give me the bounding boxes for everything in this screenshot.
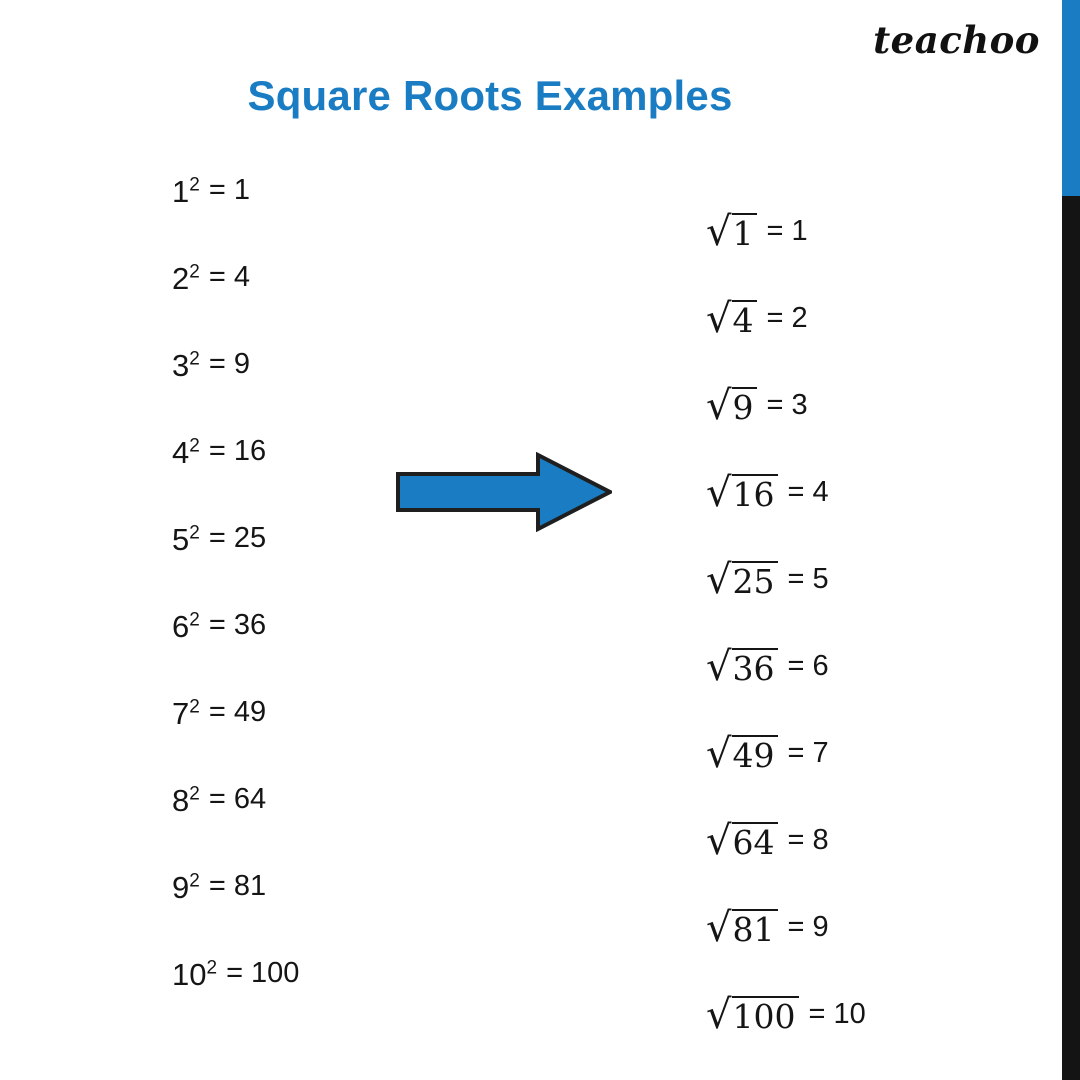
root-result: = 10 xyxy=(808,998,866,1030)
square-exponent: 2 xyxy=(189,435,200,457)
decorative-bar-blue xyxy=(1062,0,1080,196)
square-expression xyxy=(172,872,200,903)
radical-sign-icon: √ xyxy=(706,644,732,691)
radicand: 16 xyxy=(732,474,778,513)
list-item xyxy=(706,536,1036,623)
list-item xyxy=(706,797,1036,884)
square-expression xyxy=(172,524,200,555)
radicand: 1 xyxy=(732,213,757,252)
radicand: 49 xyxy=(732,735,778,774)
list-item xyxy=(706,449,1036,536)
page-title: Square Roots Examples xyxy=(247,72,733,119)
square-base: 4 xyxy=(172,435,190,470)
square-expression xyxy=(172,698,200,729)
root-result: = 2 xyxy=(766,302,808,334)
root-result: = 1 xyxy=(766,215,808,247)
root-result: = 6 xyxy=(787,650,829,682)
square-exponent: 2 xyxy=(189,783,200,805)
list-item xyxy=(706,623,1036,710)
square-result: = 81 xyxy=(208,870,267,902)
list-item xyxy=(706,884,1036,971)
radicand: 64 xyxy=(732,822,778,861)
square-result: = 36 xyxy=(208,609,267,641)
radical-sign-icon: √ xyxy=(706,209,732,256)
square-exponent: 2 xyxy=(189,522,200,544)
square-result: = 16 xyxy=(208,435,267,467)
square-base: 1 xyxy=(172,174,190,209)
root-result: = 7 xyxy=(787,737,829,769)
square-expression xyxy=(172,350,200,381)
list-item xyxy=(172,263,492,350)
radicand: 100 xyxy=(732,996,799,1035)
square-result: = 64 xyxy=(208,783,267,815)
radical-expression xyxy=(706,296,757,343)
radical-sign-icon: √ xyxy=(706,383,732,430)
list-item xyxy=(706,971,1036,1058)
square-base: 6 xyxy=(172,609,190,644)
list-item xyxy=(172,611,492,698)
radical-expression xyxy=(706,470,778,517)
list-item xyxy=(172,785,492,872)
square-result: = 100 xyxy=(226,957,300,989)
radical-expression xyxy=(706,383,757,430)
root-result: = 3 xyxy=(766,389,808,421)
radical-expression xyxy=(706,557,778,604)
square-expression xyxy=(172,785,200,816)
radicand: 9 xyxy=(732,387,757,426)
radical-sign-icon: √ xyxy=(706,731,732,778)
radical-sign-icon: √ xyxy=(706,296,732,343)
radicand: 36 xyxy=(732,648,778,687)
squares-list xyxy=(172,176,492,1046)
list-item xyxy=(706,710,1036,797)
square-base: 3 xyxy=(172,348,190,383)
radicand: 4 xyxy=(732,300,757,339)
square-result: = 1 xyxy=(208,174,250,206)
list-item xyxy=(706,275,1036,362)
right-arrow-icon xyxy=(396,452,612,532)
square-expression xyxy=(172,176,200,207)
radical-expression xyxy=(706,731,778,778)
square-exponent: 2 xyxy=(189,609,200,631)
root-result: = 9 xyxy=(787,911,829,943)
list-item xyxy=(172,698,492,785)
radical-expression xyxy=(706,992,799,1039)
square-expression xyxy=(172,611,200,642)
list-item xyxy=(172,350,492,437)
square-expression xyxy=(172,959,217,990)
square-roots-list xyxy=(706,188,1036,1058)
radical-expression xyxy=(706,905,778,952)
square-expression xyxy=(172,263,200,294)
list-item xyxy=(706,362,1036,449)
square-result: = 4 xyxy=(208,261,250,293)
radical-sign-icon: √ xyxy=(706,470,732,517)
radical-expression xyxy=(706,209,757,256)
list-item xyxy=(172,176,492,263)
radicand: 81 xyxy=(732,909,778,948)
teachoo-logo: teachoo xyxy=(873,18,1040,62)
root-result: = 5 xyxy=(787,563,829,595)
square-base: 2 xyxy=(172,261,190,296)
radical-sign-icon: √ xyxy=(706,905,732,952)
square-result: = 25 xyxy=(208,522,267,554)
list-item xyxy=(172,524,492,611)
radical-expression xyxy=(706,818,778,865)
square-base: 10 xyxy=(172,957,207,992)
square-base: 8 xyxy=(172,783,190,818)
square-result: = 49 xyxy=(208,696,267,728)
square-exponent: 2 xyxy=(206,957,218,979)
list-item xyxy=(172,872,492,959)
radical-sign-icon: √ xyxy=(706,818,732,865)
radical-expression xyxy=(706,644,778,691)
square-exponent: 2 xyxy=(189,348,200,370)
square-exponent: 2 xyxy=(189,870,200,892)
radical-sign-icon: √ xyxy=(706,992,732,1039)
square-exponent: 2 xyxy=(189,696,200,718)
root-result: = 8 xyxy=(787,824,829,856)
radicand: 25 xyxy=(732,561,778,600)
square-exponent: 2 xyxy=(189,174,200,196)
list-item xyxy=(172,959,492,1046)
square-base: 7 xyxy=(172,696,190,731)
radical-sign-icon: √ xyxy=(706,557,732,604)
list-item xyxy=(706,188,1036,275)
square-base: 9 xyxy=(172,870,190,905)
square-expression xyxy=(172,437,200,468)
square-result: = 9 xyxy=(208,348,250,380)
square-base: 5 xyxy=(172,522,190,557)
root-result: = 4 xyxy=(787,476,829,508)
decorative-bar-dark xyxy=(1062,196,1080,1080)
square-exponent: 2 xyxy=(189,261,200,283)
